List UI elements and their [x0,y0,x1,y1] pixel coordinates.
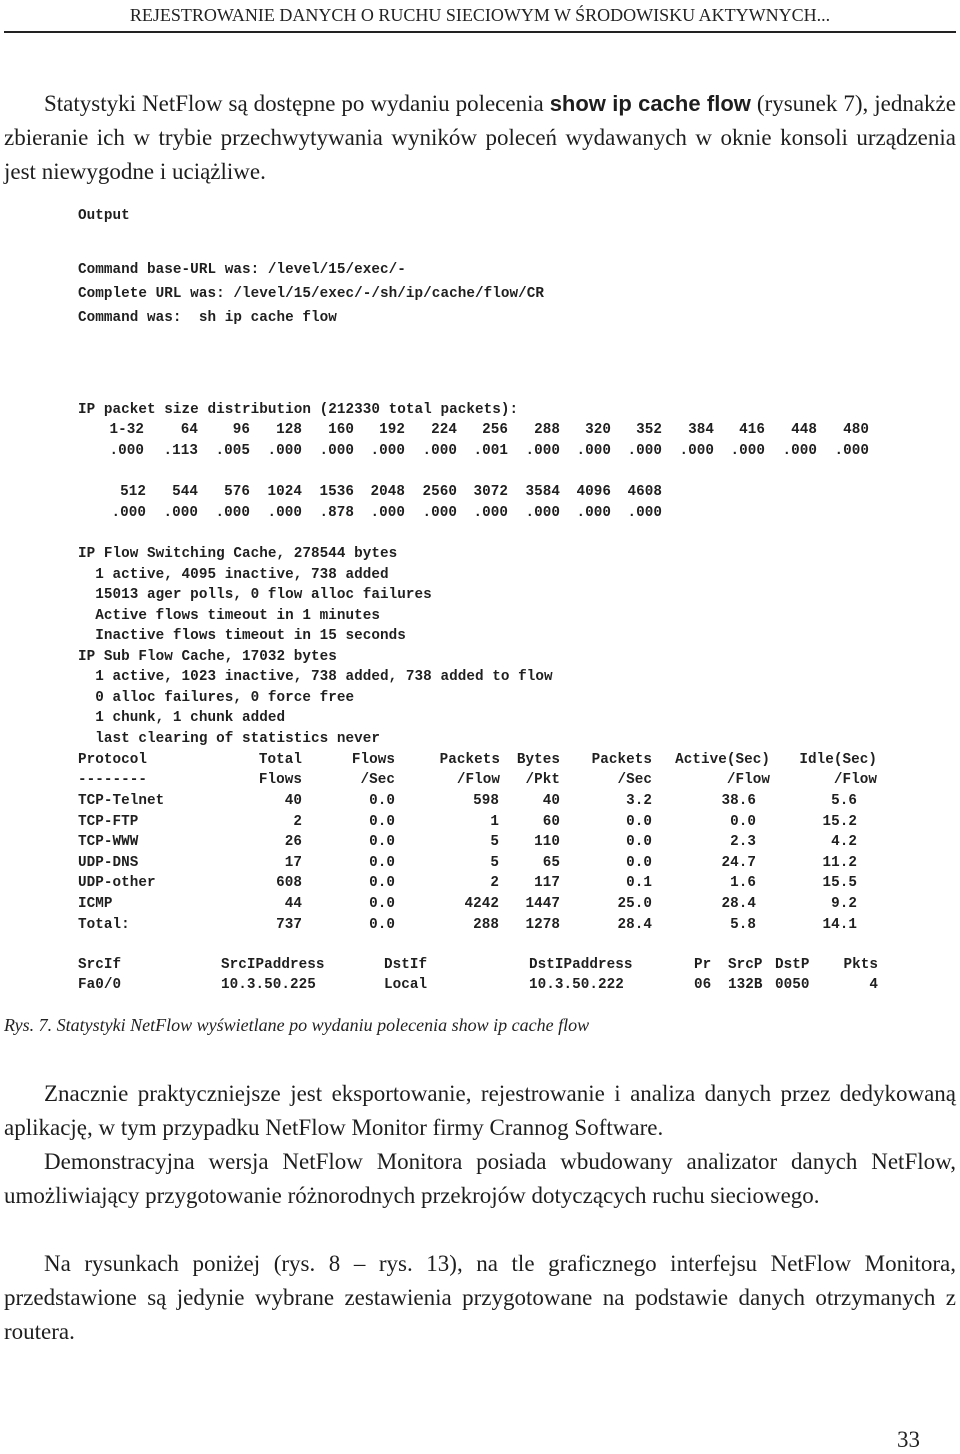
protocol-value-cell: 0.0 [369,834,395,851]
protocol-value-cell: Flows [258,772,302,788]
cache-line: 1 active, 1023 inactive, 738 added, 738 added to flow [78,669,553,685]
size-bucket-label: 544 [172,484,198,500]
protocol-value-cell: Active(Sec) [675,752,770,768]
command-line-base-url: Command base-URL was: /level/15/exec/- [78,262,406,278]
protocol-value-cell: Total [258,752,302,768]
size-bucket-label: 480 [843,422,869,438]
protocol-table-row [78,853,878,873]
protocol-value-cell: 0.0 [730,813,756,830]
size-bucket-value: .000 [319,443,354,459]
protocol-value-cell: 0.0 [369,896,395,912]
size-bucket-label: 4096 [576,484,611,500]
size-bucket-label: 96 [232,422,250,438]
size-bucket-label: 224 [431,422,457,438]
body-paragraph-text: Na rysunkach poniżej (rys. 8 – rys. 13), na tle graficznego interfejsu NetFlow Monitora, przedstawione są jedynie wybrane zestawienia przygotowane na podstawie danych otrzymanych z routera. [4,1251,956,1344]
size-bucket-value: .000 [422,443,457,459]
protocol-value-cell: /Flow [833,772,877,788]
protocol-value-cell: 15.2 [822,813,857,830]
size-bucket-label: 352 [636,422,662,438]
size-bucket-label: 416 [739,422,765,438]
protocol-value-cell: 1 [490,813,499,830]
size-distribution-row1-values [78,441,878,461]
command-line-complete-url: Complete URL was: /level/15/exec/-/sh/ip/cache/flow/CR [78,286,544,302]
protocol-value-cell: 2 [490,875,499,892]
protocol-value-cell: 1.6 [730,875,756,892]
body-paragraph-text: Demonstracyjna wersja NetFlow Monitora posiada wbudowany analizator danych NetFlow, umożliwiający przygotowanie różnorodnych przekrojów dotyczących ruchu sieciowego. [4,1149,956,1208]
size-bucket-value: .000 [627,443,662,459]
protocol-cell: TCP-Telnet [78,793,165,809]
protocol-value-cell: 65 [542,854,560,871]
size-bucket-label: 288 [534,422,560,438]
protocol-value-cell: 11.2 [822,854,857,871]
size-bucket-value: .000 [834,443,869,459]
size-bucket-label: 448 [791,422,817,438]
size-bucket-label: 2560 [422,484,457,500]
intro-text-end: (rysunek 7), jednakże zbieranie ich w trybie przechwytywania wyników poleceń wydawanych w oknie konsoli urządzenia jest niewygodne i uciążliwe. [4,91,956,184]
protocol-value-cell: 5.6 [831,793,857,809]
protocol-value-cell: 26 [284,834,302,851]
protocol-cell: TCP-FTP [78,813,139,830]
size-bucket-label: 192 [379,422,405,438]
cache-line: Active flows timeout in 1 minutes [78,608,381,624]
size-bucket-label: 3584 [525,484,560,500]
size-bucket-value: .000 [370,443,405,459]
size-bucket-value: .000 [679,443,714,459]
protocol-value-cell: 0.0 [369,916,395,933]
protocol-value-cell: 24.7 [721,854,756,871]
cache-line: IP Flow Switching Cache, 278544 bytes [78,546,398,562]
flow-cell: DstIf [384,957,428,973]
protocol-value-cell: 0.0 [369,793,395,809]
protocol-value-cell: 4242 [464,896,499,912]
header-rule [4,31,956,33]
size-bucket-value: .000 [525,443,560,459]
size-bucket-label: 512 [120,484,146,500]
flow-cell: 0050 [775,977,810,993]
flow-table-row [78,975,878,995]
flow-table-header [78,955,878,975]
cache-line: 0 alloc failures, 0 force free [78,690,355,706]
size-bucket-value: .001 [473,443,508,459]
protocol-cell: Total: [78,916,130,933]
cache-line: last clearing of statistics never [78,731,381,747]
protocol-value-cell: 0.0 [626,834,652,851]
protocol-value-cell: 5 [490,854,499,871]
protocol-value-cell: 288 [473,916,499,933]
flow-cell: 132B [728,977,763,993]
size-bucket-value: .000 [627,505,662,521]
cache-line: IP Sub Flow Cache, 17032 bytes [78,649,337,665]
flow-cell: DstP [775,957,810,973]
flow-cell: 10.3.50.222 [529,977,624,993]
flow-cell: 4 [869,977,878,993]
protocol-value-cell: 44 [284,896,302,912]
protocol-value-cell: /Flow [726,772,770,788]
protocol-value-cell: 0.0 [369,875,395,892]
protocol-value-cell: 14.1 [822,916,857,933]
protocol-value-cell: 28.4 [617,916,652,933]
protocol-table-row [78,812,878,832]
protocol-table-header [78,750,878,770]
flow-cell: Local [384,977,428,993]
cache-line: 1 chunk, 1 chunk added [78,710,286,726]
protocol-value-cell: /Sec [617,772,652,788]
protocol-value-cell: 17 [284,854,302,871]
size-bucket-value: .000 [576,443,611,459]
protocol-cell: ICMP [78,896,113,912]
size-distribution-title: IP packet size distribution (212330 total packets): [78,402,519,418]
protocol-cell: TCP-WWW [78,834,139,851]
size-bucket-value: .000 [473,505,508,521]
protocol-value-cell: 15.5 [822,875,857,892]
protocol-value-cell: Packets [439,752,500,768]
flow-cell: SrcIf [78,957,122,973]
size-bucket-label: 1-32 [109,422,144,438]
protocol-value-cell: 40 [542,793,560,809]
protocol-table-row [78,791,878,811]
running-header: REJESTROWANIE DANYCH O RUCHU SIECIOWYM W ŚRODOWISKU AKTYWNYCH... [129,5,831,25]
protocol-value-cell: 5 [490,834,499,851]
size-bucket-label: 256 [482,422,508,438]
size-bucket-label: 64 [180,422,198,438]
intro-command: show ip cache flow [549,91,751,116]
protocol-table-row [78,915,878,935]
protocol-value-cell: /Sec [360,772,395,788]
protocol-value-cell: 110 [534,834,560,851]
protocol-value-cell: 28.4 [721,896,756,912]
protocol-value-cell: Bytes [516,752,560,768]
protocol-value-cell: 4.2 [831,834,857,851]
output-heading: Output [78,208,130,224]
size-bucket-value: .000 [370,505,405,521]
console-output-figure [78,204,898,1004]
size-bucket-value: .000 [525,505,560,521]
size-bucket-label: 160 [328,422,354,438]
protocol-value-cell: 0.0 [626,854,652,871]
size-bucket-value: .000 [422,505,457,521]
flow-cell: 10.3.50.225 [221,977,316,993]
protocol-value-cell: 608 [276,875,302,892]
size-distribution-row2-sizes [78,482,878,502]
protocol-table-subheader [78,770,878,790]
protocol-value-cell: 0.0 [626,813,652,830]
size-bucket-label: 4608 [627,484,662,500]
protocol-cell: UDP-other [78,875,156,892]
size-distribution-row1-sizes [78,420,878,440]
size-bucket-value: .000 [111,505,146,521]
size-bucket-value: .113 [163,443,198,459]
protocol-value-cell: /Pkt [525,772,560,788]
protocol-cell: Protocol [78,752,148,768]
command-line-command: Command was: sh ip cache flow [78,310,337,326]
protocol-value-cell: /Flow [456,772,500,788]
flow-cell: Pkts [843,957,878,973]
protocol-value-cell: 40 [284,793,302,809]
protocol-value-cell: 0.0 [369,854,395,871]
body-paragraph [4,1145,956,1213]
body-paragraph-text: Znacznie praktyczniejsze jest eksportowanie, rejestrowanie i analiza danych przez dedykowaną aplikację, w tym przypadku NetFlow Monitor firmy Crannog Software. [4,1081,956,1140]
size-bucket-value: .000 [576,505,611,521]
protocol-value-cell: Packets [591,752,652,768]
size-bucket-label: 3072 [473,484,508,500]
protocol-value-cell: 9.2 [831,896,857,912]
cache-line: Inactive flows timeout in 15 seconds [78,628,406,644]
protocol-table-row [78,873,878,893]
size-bucket-value: .000 [267,443,302,459]
protocol-value-cell: 5.8 [730,916,756,933]
protocol-value-cell: 598 [473,793,499,809]
size-bucket-value: .000 [215,505,250,521]
protocol-cell: -------- [78,772,148,788]
protocol-value-cell: Flows [351,752,395,768]
protocol-value-cell: 2.3 [730,834,756,851]
protocol-value-cell: 60 [542,813,560,830]
body-paragraph [4,1077,956,1145]
cache-line: 15013 ager polls, 0 flow alloc failures [78,587,432,603]
protocol-value-cell: 2 [293,813,302,830]
cache-line: 1 active, 4095 inactive, 738 added [78,567,389,583]
flow-cell: DstIPaddress [529,957,633,973]
size-bucket-value: .000 [109,443,144,459]
protocol-value-cell: 25.0 [617,896,652,912]
size-bucket-label: 1536 [319,484,354,500]
flow-cell: 06 [694,977,712,993]
protocol-value-cell: 1447 [525,896,560,912]
protocol-value-cell: 38.6 [721,793,756,809]
protocol-table-row [78,832,878,852]
size-distribution-row2-values [78,503,878,523]
flow-cell: Fa0/0 [78,977,122,993]
size-bucket-value: .000 [782,443,817,459]
size-bucket-value: .000 [163,505,198,521]
protocol-table-row [78,894,878,914]
size-bucket-label: 2048 [370,484,405,500]
page-number: 33 [897,1427,920,1452]
protocol-value-cell: Idle(Sec) [799,752,877,768]
intro-text-start: Statystyki NetFlow są dostępne po wydaniu polecenia [44,91,550,116]
size-bucket-value: .000 [730,443,765,459]
protocol-value-cell: 1278 [525,916,560,933]
size-bucket-label: 128 [276,422,302,438]
protocol-value-cell: 737 [276,916,302,933]
size-bucket-value: .005 [215,443,250,459]
protocol-value-cell: 117 [534,875,560,892]
protocol-value-cell: 3.2 [626,793,652,809]
size-bucket-label: 1024 [267,484,302,500]
flow-cell: Pr [694,957,712,973]
size-bucket-label: 384 [688,422,714,438]
flow-cell: SrcIPaddress [221,957,325,973]
protocol-cell: UDP-DNS [78,854,139,871]
intro-paragraph [4,87,956,189]
size-bucket-label: 576 [224,484,250,500]
protocol-value-cell: 0.1 [626,875,652,892]
figure-caption: Rys. 7. Statystyki NetFlow wyświetlane po wydaniu polecenia show ip cache flow [4,1015,590,1035]
flow-cell: SrcP [728,957,763,973]
size-bucket-value: .878 [319,505,354,521]
protocol-value-cell: 0.0 [369,813,395,830]
size-bucket-label: 320 [585,422,611,438]
body-paragraph [4,1247,956,1349]
size-bucket-value: .000 [267,505,302,521]
